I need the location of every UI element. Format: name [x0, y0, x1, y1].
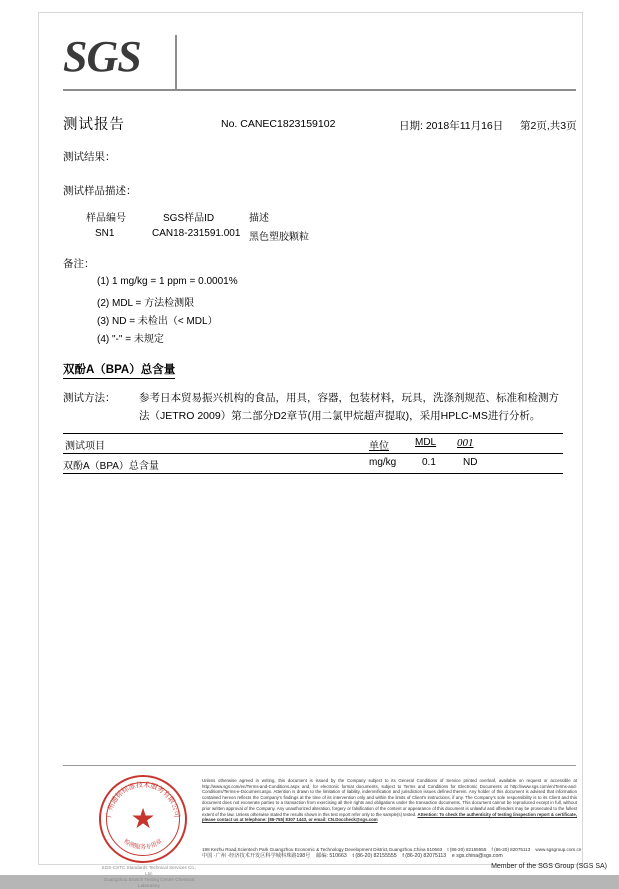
report-date: 日期: 2018年11月16日 [399, 120, 504, 132]
sample-table-cell-id: CAN18-231591.001 [152, 228, 241, 239]
footer-legal-text [202, 778, 577, 823]
method-line-2: 法（JETRO 2009）第二部分D2章节(用二氯甲烷超声提取)，采用HPLC-MS进行分析。 [139, 410, 541, 422]
svg-text:检测服务专用章: 检测服务专用章 [122, 837, 164, 851]
company-seal-stamp [99, 775, 197, 888]
remark-note-1: (1) 1 mg/kg = 1 ppm = 0.0001% [97, 276, 238, 287]
address-row-en [202, 846, 582, 853]
address-cn-email[interactable]: e sgs.china@sgs.com [451, 853, 503, 859]
seal-star-icon: ★ [130, 803, 156, 834]
page-number: 第2页,共3页 [520, 120, 577, 132]
method-line-1: 参考日本贸易振兴机构的食品，用具，容器，包装材料，玩具，洗涤剂规范、标准和检测方 [139, 392, 559, 404]
result-table-rule-top [63, 433, 563, 434]
address-cn-zip: 邮编: 510663 [316, 853, 347, 859]
result-header-mdl: MDL [415, 437, 437, 448]
result-header-sample-001: 001 [457, 437, 474, 449]
sample-table-header-no: 样品编号 [86, 213, 126, 224]
header-rule [63, 89, 576, 91]
result-cell-sample-001: ND [463, 457, 478, 468]
report-number: No. CANEC1823159102 [221, 118, 336, 130]
remark-note-2: (2) MDL = 方法检测限 [97, 298, 195, 309]
remark-note-4: (4) "-" = 未规定 [97, 334, 164, 345]
remark-label: 备注： [63, 258, 95, 270]
section-title-bpa: 双酚A（BPA）总含量 [63, 361, 175, 379]
logo-divider [175, 35, 177, 91]
footer-address-block [202, 846, 582, 860]
result-cell-mdl: 0.1 [422, 457, 436, 468]
method-label: 测试方法： [63, 392, 116, 404]
result-table-rule-mid [63, 453, 563, 454]
footer-rule [63, 765, 576, 766]
legal-attention[interactable]: Attention: To check the authenticity of testing /inspection report & certificate, please contact us at telephone: (86-755) 8307 1443, or email: CN.Doccheck@sgs.com [202, 811, 577, 823]
sgs-logo: SGS [63, 32, 141, 81]
result-table-rule-bottom [63, 473, 563, 474]
results-label: 测试结果： [63, 151, 116, 163]
legal-paragraph: Unless otherwise agreed in writing, this document is issued by the Company subject to its General Conditions of Service printed overleaf, available on request or accessible at http://www.sgs.com/en/Terms-and-Conditions.aspx and, for electronic format documents, subject to Terms and Conditions for Electronic Documents at http://www.sgs.com/en/Terms-and-Conditions/Terms-e-Document.aspx. Attention is drawn to the limitation of liability, indemnification and jurisdiction issues defined therein. Any holder of this document is advised that information contained hereon reflects the Company's findings at the time of its intervention only and within the limits of Client's instructions, if any. The Company's sole responsibility is to its Client and this document does not exonerate parties to a transaction from exercising all their rights and obligations under the transaction documents. This document cannot be reproduced except in full, without prior written approval of the Company. Any unauthorized alteration, forgery or falsification of the content or appearance of this document is unlawful and offenders may be prosecuted to the fullest extent of the law. Unless otherwise stated the results shown in this test report refer only to the sample(s) tested. [202, 778, 577, 817]
result-cell-item: 双酚A（BPA）总含量 [63, 461, 159, 472]
seal-text-arc [99, 775, 187, 863]
sample-table-header-id: SGS样品ID [163, 213, 215, 224]
result-header-item: 测试项目 [65, 441, 105, 452]
address-en: 198 Kezhu Road,Scientech Park Guangzhou Economic & Technology Development District,Guangzhou,China 510663 [202, 847, 443, 852]
seal-caption-line-1: SGS-CSTC Standards Technical Services Co., Ltd. [101, 865, 197, 876]
address-cn: 中国 ·广州 ·经济技术开发区科学城科珠路198号 [202, 853, 311, 859]
address-cn-tel: t (86-20) 82155555 [352, 853, 397, 859]
sample-description-label: 测试样品描述： [63, 185, 137, 197]
sample-table-header-desc: 描述 [249, 213, 269, 224]
address-en-tel: t (86-20) 82155555 [447, 847, 487, 852]
footer-member-note: Member of the SGS Group (SGS SA) [491, 863, 607, 870]
address-cn-fax: f (86-20) 82075113 [402, 853, 447, 859]
seal-caption [99, 865, 199, 889]
address-row-cn [202, 853, 577, 860]
sample-table-cell-desc: 黑色塑胶颗粒 [249, 232, 309, 243]
result-header-unit: 单位 [369, 441, 389, 452]
address-en-fax: f (86-20) 82075113 [491, 847, 531, 852]
sample-table-cell-no: SN1 [95, 228, 115, 239]
result-cell-unit: mg/kg [369, 457, 397, 468]
remark-note-3: (3) ND = 未检出（< MDL） [97, 316, 218, 327]
page-title: 测试报告 [63, 117, 125, 133]
address-en-web[interactable]: www.sgsgroup.com.cn [535, 847, 582, 852]
svg-text:广州通标标准技术服务有限公司: 广州通标标准技术服务有限公司 [104, 780, 182, 819]
seal-caption-line-2: Guangzhou Branch Testing Centre Chemical Laboratory [103, 877, 195, 888]
